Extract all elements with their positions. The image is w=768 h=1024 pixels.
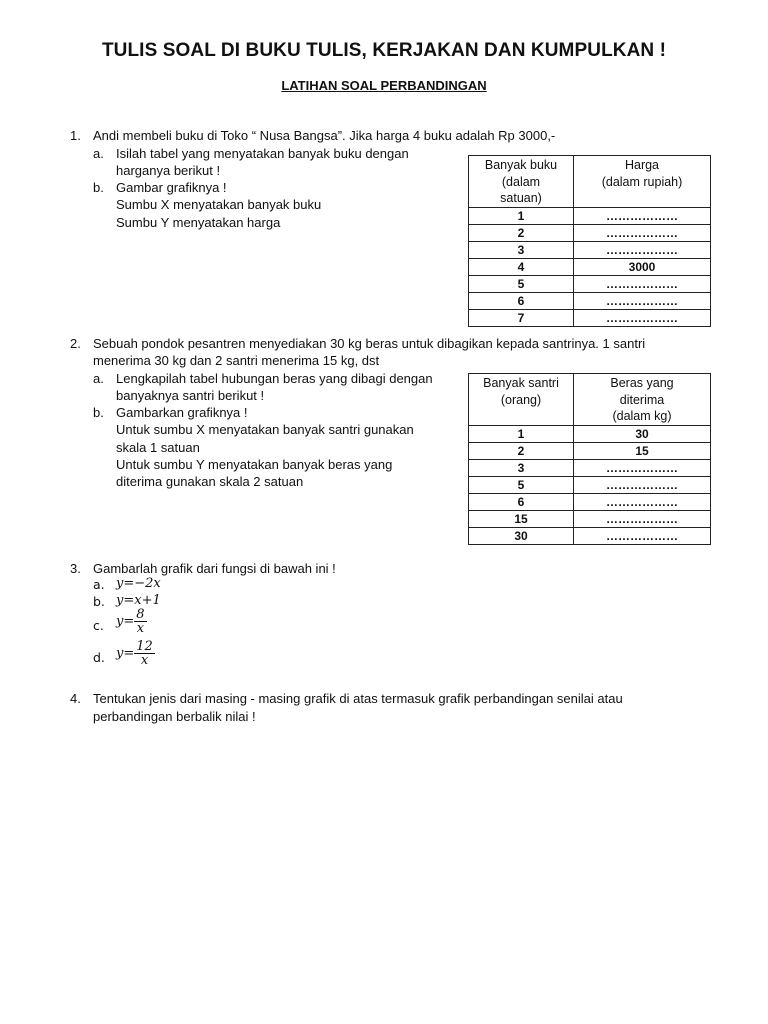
- q2-b-line2: Untuk sumbu X menyatakan banyak santri gunakan: [116, 422, 414, 437]
- q3-a-label: a.: [93, 577, 105, 592]
- q1-table-header-books: Banyak buku (dalam satuan): [469, 156, 574, 208]
- q1-b-line3: Sumbu Y menyatakan harga: [116, 215, 281, 230]
- q1-table: [468, 155, 711, 327]
- q2-b-line4: Untuk sumbu Y menyatakan banyak beras yang: [116, 457, 393, 472]
- q4-line1: Tentukan jenis dari masing - masing grafik di atas termasuk grafik perbandingan senilai atau: [93, 691, 623, 706]
- page-title: TULIS SOAL DI BUKU TULIS, KERJAKAN DAN KUMPULKAN !: [101, 40, 667, 61]
- q2-a-line1: Lengkapilah tabel hubungan beras yang dibagi dengan: [116, 371, 433, 386]
- table-row: 6 ………………: [469, 292, 711, 309]
- q2-line1: Sebuah pondok pesantren menyediakan 30 kg beras untuk dibagikan kepada santrinya. 1 santri: [93, 336, 646, 351]
- q2-b-line3: skala 1 satuan: [116, 440, 200, 455]
- table-row: 2 ………………: [469, 224, 711, 241]
- table-row: 4 3000: [469, 258, 711, 275]
- q1-a-label: a.: [93, 146, 104, 161]
- q1-a-line2: harganya berikut !: [116, 163, 221, 178]
- q4-line2: perbandingan berbalik nilai !: [93, 709, 256, 724]
- table-row: 5 ………………: [469, 476, 711, 493]
- table-row: 30 ………………: [469, 527, 711, 544]
- q2-table-header-rice: Beras yang diterima (dalam kg): [574, 374, 711, 426]
- q1-a-line1: Isilah tabel yang menyatakan banyak buku dengan: [116, 146, 409, 161]
- q2-number: 2.: [70, 336, 81, 351]
- q3-c-expression: y= $\frac{8}{x}$: [116, 607, 145, 636]
- q1-b-line2: Sumbu X menyatakan banyak buku: [116, 197, 322, 212]
- q2-table: [468, 373, 711, 545]
- q3-d-expression: y= $\frac{12}{x}$: [116, 639, 153, 668]
- q3-c-label: c.: [93, 618, 104, 633]
- q2-line2: menerima 30 kg dan 2 santri menerima 15 kg, dst: [93, 353, 380, 368]
- table-row: 6 ………………: [469, 493, 711, 510]
- q3-d-label: d.: [93, 650, 105, 665]
- q3-b-expression: y=x+1: [116, 593, 161, 608]
- page-subtitle: LATIHAN SOAL PERBANDINGAN: [281, 78, 487, 93]
- q1-number: 1.: [70, 128, 81, 143]
- q1-table-header-price: Harga (dalam rupiah): [574, 156, 711, 208]
- q2-table-header-santri: Banyak santri (orang): [469, 374, 574, 426]
- q3-b-label: b.: [93, 594, 105, 609]
- q3-number: 3.: [70, 561, 81, 576]
- q1-text: Andi membeli buku di Toko “ Nusa Bangsa”. Jika harga 4 buku adalah Rp 3000,-: [93, 128, 556, 143]
- q2-a-label: a.: [93, 371, 104, 386]
- table-row: 1 ………………: [469, 207, 711, 224]
- q1-b-label: b.: [93, 180, 104, 195]
- table-row: 3 ………………: [469, 241, 711, 258]
- q4-number: 4.: [70, 691, 81, 706]
- q2-a-line2: banyaknya santri berikut !: [116, 388, 265, 403]
- q2-b-label: b.: [93, 405, 104, 420]
- q1-b-line1: Gambar grafiknya !: [116, 180, 227, 195]
- q3-text: Gambarlah grafik dari fungsi di bawah ini !: [93, 561, 336, 576]
- q2-b-line1: Gambarkan grafiknya !: [116, 405, 248, 420]
- table-row: 1 30: [469, 425, 711, 442]
- q3-a-expression: y=−2x: [116, 576, 161, 591]
- table-row: 3 ………………: [469, 459, 711, 476]
- table-row: 5 ………………: [469, 275, 711, 292]
- q2-b-line5: diterima gunakan skala 2 satuan: [116, 474, 304, 489]
- table-row: 7 ………………: [469, 309, 711, 326]
- table-row: 15 ………………: [469, 510, 711, 527]
- table-row: 2 15: [469, 442, 711, 459]
